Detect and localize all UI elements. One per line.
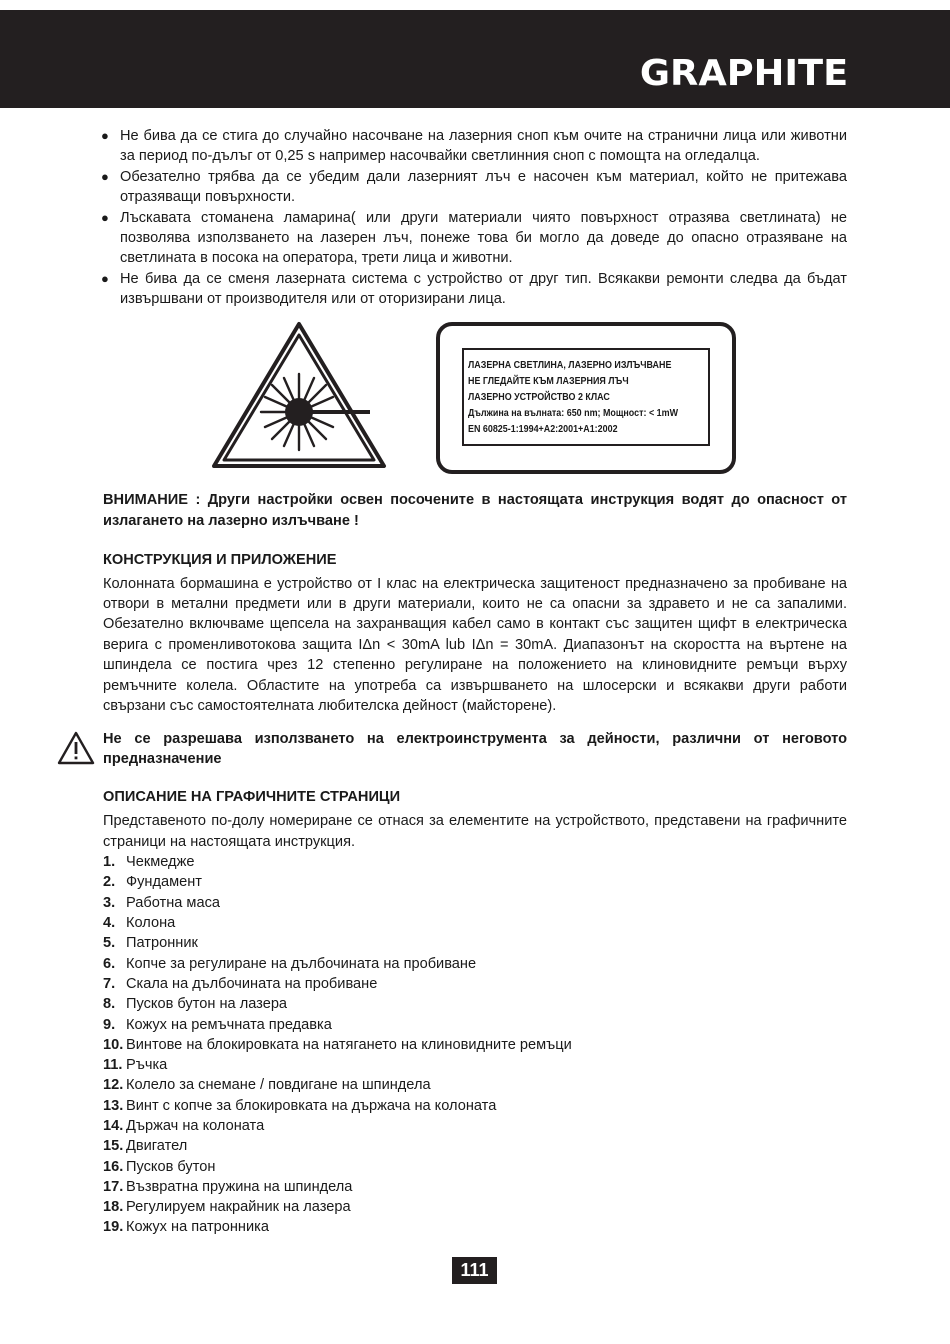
bullet-icon: ● — [101, 270, 109, 286]
parts-list — [103, 852, 847, 1238]
list-item: 3. Работна маса — [103, 894, 220, 911]
section-heading-description: ОПИСАНИЕ НА ГРАФИЧНИТЕ СТРАНИЦИ — [103, 789, 401, 806]
caution-note: Не се разрешава използването на електроинструмента за дейности, различни от неговото предназначение — [103, 729, 847, 770]
list-item: 18. Регулируем накрайник на лазера — [103, 1199, 351, 1216]
laser-class-label — [436, 322, 736, 474]
list-item: 19. Кожух на патронника — [103, 1219, 269, 1236]
bullet-item: ● Не бива да се сменя лазерната система с устройство от друг тип. Всякакви ремонти следва да бъдат извършвани от производителя или от оторизирани лица. — [101, 270, 847, 308]
list-item: 5. Патронник — [103, 935, 198, 952]
construction-body: Колонната бормашина е устройство от I клас на електрическа защитеност предназначено за пробиване на отвори в метални предмети или в други материали, които не са опасни за здравето и не са запалими. Обезателно включваме щепсела на захранващия кабел само в контакт със защитен щифт в електрическа верига с променливотокова защита IΔn < 30mA lub IΔn = 30mA. Диапазонът на скоростта на въртене на шпиндела се постига чрез 12 степенно регулиране на положението на клиновидните ремъци върху ремъчните колела. Областите на употреба са извършването на шлосерски и всякакви други работи свързани със самостоятелната любителска дейност (майсторене). — [103, 575, 847, 715]
bullet-item: ● Лъскавата стоманена ламарина( или други материали чиято повърхност отразява светлината) не позволява използването на лазерен лъч, понеже това би могло да доведе до опасно отразяване на светлината в посока на оператора, трети лица и животни. — [101, 209, 847, 267]
list-item: 9. Кожух на ремъчната предавка — [103, 1016, 332, 1033]
bullet-icon: ● — [101, 209, 109, 225]
description-intro: Представеното по-долу номериране се отнася за елементите на устройството, представени на графичните страници на настоящата инструкция. — [103, 813, 847, 850]
label-line: Дължина на вълната: 650 nm; Мощност: < 1mW — [468, 407, 679, 419]
list-item: 13. Винт с копче за блокировката на държача на колоната — [103, 1097, 497, 1114]
laser-warning-figures — [103, 318, 847, 476]
list-item: 2. Фундамент — [103, 874, 202, 891]
warning-triangle-icon — [57, 731, 95, 765]
safety-bullet-list — [103, 126, 847, 310]
bullet-item: ● Не бива да се стига до случайно насочване на лазерния сноп към очите на странични лица или животни за период по-дълъг от 0,25 s например насочвайки светлинния сноп с помощта на огледалца. — [101, 128, 847, 165]
label-line: ЛАЗЕРНО УСТРОЙСТВО 2 КЛАС — [468, 391, 610, 403]
list-item: 16. Пусков бутон — [103, 1158, 216, 1175]
label-line: ЛАЗЕРНА СВЕТЛИНА, ЛАЗЕРНО ИЗЛЪЧВАНЕ — [468, 359, 672, 371]
laser-hazard-icon — [210, 320, 388, 472]
bullet-icon: ● — [101, 128, 109, 143]
bullet-icon: ● — [101, 168, 109, 184]
list-item: 12. Колело за снемане / повдигане на шпиндела — [103, 1077, 431, 1094]
list-item: 4. Колона — [103, 915, 176, 932]
list-item: 14. Държач на колоната — [103, 1117, 265, 1134]
section-heading-construction: КОНСТРУКЦИЯ И ПРИЛОЖЕНИЕ — [103, 551, 337, 568]
page-header — [0, 10, 950, 108]
list-item: 8. Пусков бутон на лазера — [103, 996, 288, 1013]
page-number: 111 — [452, 1257, 497, 1284]
label-line: НЕ ГЛЕДАЙТЕ КЪМ ЛАЗЕРНИЯ ЛЪЧ — [468, 375, 629, 387]
bullet-item: ● Обезателно трябва да се убедим дали лазерният лъч е насочен към материал, който не притежава отразяващи повърхности. — [101, 168, 847, 206]
label-line: EN 60825-1:1994+A2:2001+A1:2002 — [468, 423, 618, 435]
list-item: 17. Възвратна пружина на шпиндела — [103, 1178, 353, 1195]
list-item: 6. Копче за регулиране на дълбочината на пробиване — [103, 955, 477, 972]
graphite-logo: GRAPHITE — [639, 53, 848, 94]
laser-label-inner — [462, 348, 710, 446]
list-item: 10. Винтове на блокировката на натягането на клиновидните ремъци — [103, 1036, 572, 1053]
list-item: 1. Чекмедже — [103, 854, 195, 871]
list-item: 11. Ръчка — [103, 1057, 168, 1074]
page-content — [103, 126, 847, 1238]
attention-note: ВНИМАНИЕ : Други настройки освен посочените в настоящата инструкция водят до опасност от излагането на лазерно излъчване ! — [103, 491, 847, 529]
list-item: 7. Скала на дълбочината на пробиване — [103, 975, 378, 992]
list-item: 15. Двигател — [103, 1138, 188, 1155]
